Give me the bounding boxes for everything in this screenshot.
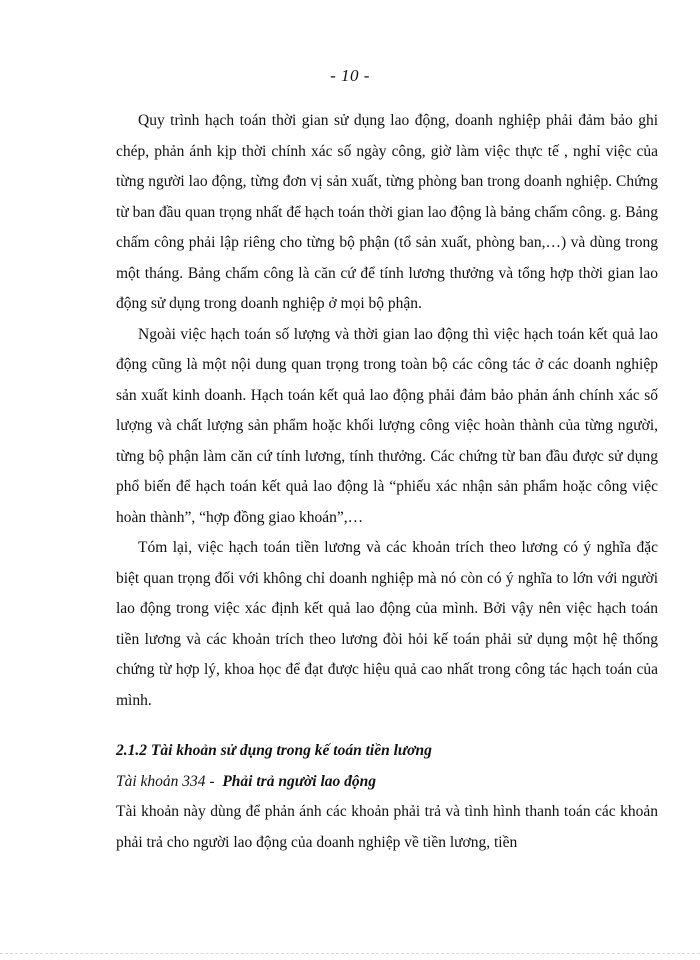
account-title: Phải trả người lao động (222, 772, 377, 790)
page-bottom-divider (0, 953, 700, 954)
section-body-text: Tài khoản này dùng để phản ánh các khoản phải trả và tình hình thanh toán các khoản phải trả cho người lao động của doanh nghiệp về tiền lương, tiền (116, 803, 658, 851)
section-accounts (116, 736, 658, 858)
page-number: - 10 - (330, 66, 370, 85)
account-label: Tài khoản 334 - (116, 772, 215, 790)
paragraph-labor-results: Ngoài việc hạch toán số lượng và thời gian lao động thì việc hạch toán kết quả lao động cũng là một nội dung quan trọng trong toàn bộ các công tác ở các doanh nghiệp sản xuất kinh doanh. Hạch toán kết quả lao động phải đảm bảo phản ánh chính xác số lượng và chất lượng sản phẩm hoặc khối lượng công việc hoàn thành của từng người, từng bộ phận làm căn cứ tính lương, tính thưởng. Các chứng từ ban đầu được sử dụng phổ biến để hạch toán kết quả lao động là “phiếu xác nhận sản phẩm hoặc công việc hoàn thành”, “hợp đồng giao khoán”,… (116, 325, 658, 526)
section-heading: 2.1.2 Tài khoản sử dụng trong kế toán tiền lương (116, 742, 432, 759)
account-heading (116, 767, 658, 798)
paragraph-summary: Tóm lại, việc hạch toán tiền lương và các khoản trích theo lương có ý nghĩa đặc biệt quan trọng đối với không chỉ doanh nghiệp mà nó còn có ý nghĩa to lớn với người lao động trong việc xác định kết quả lao động của mình. Bởi vậy nên việc hạch toán tiền lương và các khoản trích theo lương đòi hỏi kế toán phải sử dụng một hệ thống chứng từ hợp lý, khoa học để đạt được hiệu quả cao nhất trong công tác hạch toán của mình. (116, 539, 658, 709)
paragraph-timekeeping: Quy trình hạch toán thời gian sử dụng lao động, doanh nghiệp phải đảm bảo ghi chép, phản ánh kịp thời chính xác số ngày công, giờ làm việc thực tế , nghỉ việc của từng người lao động, từng đơn vị sản xuất, từng phòng ban trong doanh nghiệp. Chứng từ ban đầu quan trọng nhất để hạch toán thời gian lao động là bảng chấm công. g. Bảng chấm công phải lập riêng cho từng bộ phận (tổ sản xuất, phòng ban,…) và dùng trong một tháng. Bảng chấm công là căn cứ để tính lương thưởng và tổng hợp thời gian lao động sử dụng trong doanh nghiệp ở mọi bộ phận. (116, 112, 658, 312)
document-body (116, 106, 658, 716)
